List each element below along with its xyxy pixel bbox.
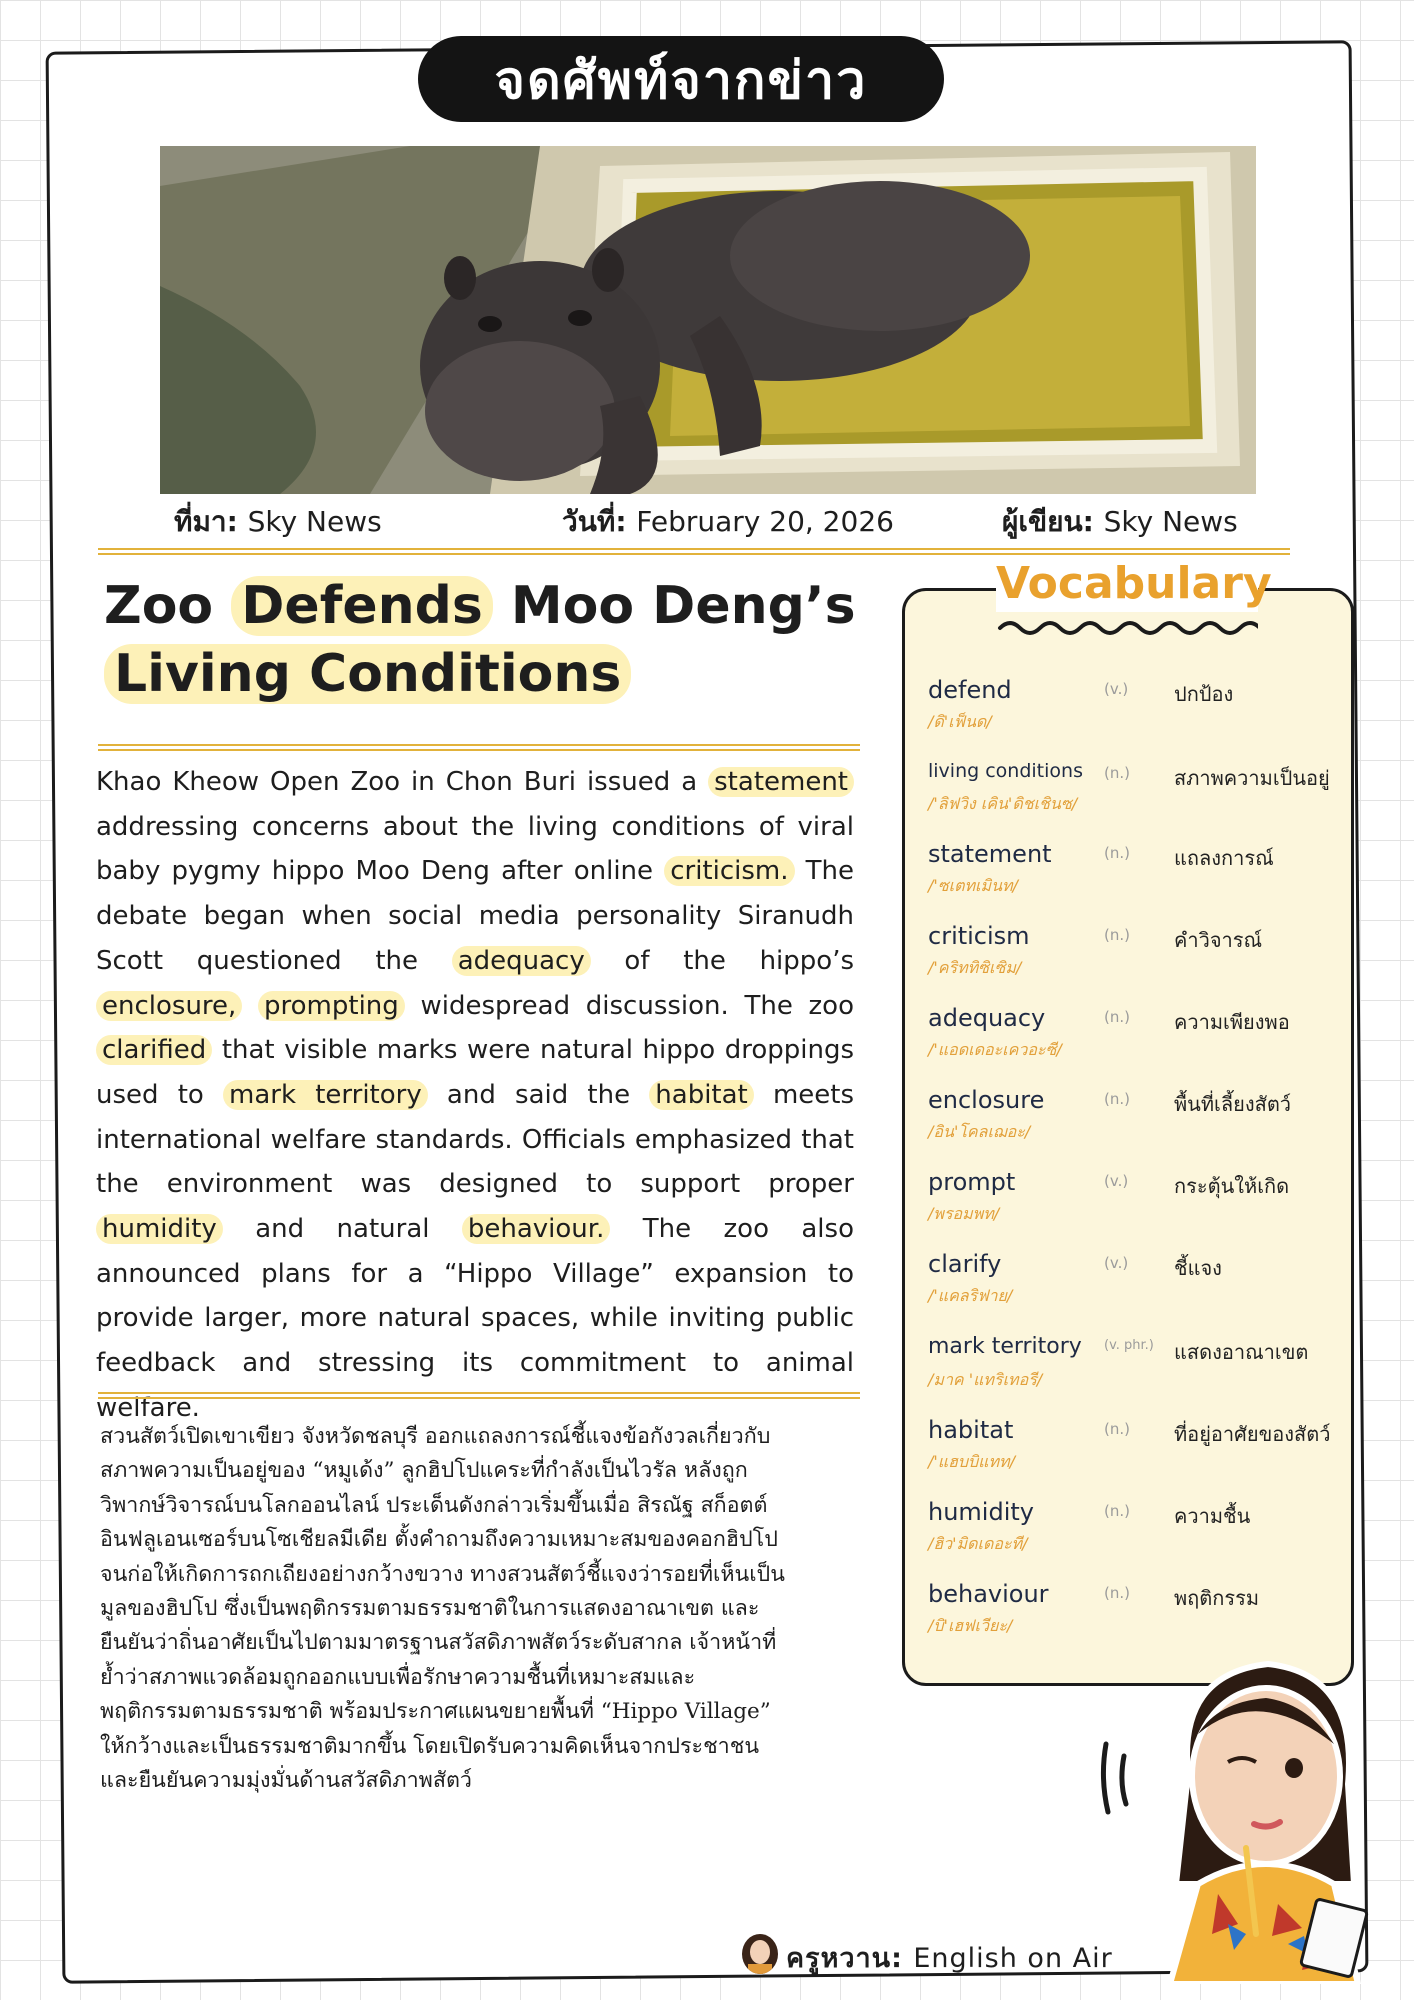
vocab-pronunciation: /อิน'โคลเฌอะ/ bbox=[928, 1122, 1031, 1141]
vocab-item bbox=[928, 1004, 1348, 1082]
squiggle-underline bbox=[996, 614, 1258, 638]
vocab-pos: (n.) bbox=[1104, 1502, 1130, 1520]
vocab-word: adequacy bbox=[928, 1004, 1046, 1032]
divider-article bbox=[98, 1392, 860, 1399]
vocab-pronunciation: /'ลิฟวิง เคิน'ดิชเชินซ/ bbox=[928, 794, 1078, 813]
vocab-pos: (n.) bbox=[1104, 1420, 1130, 1438]
vocab-pronunciation: /'แอดเดอะเควอะซี/ bbox=[928, 1040, 1062, 1059]
vocab-word: prompt bbox=[928, 1168, 1016, 1196]
article-text: that visible marks were natural hippo droppings used to bbox=[96, 1035, 854, 1110]
vocab-highlight: humidity bbox=[96, 1214, 223, 1244]
vocab-word: defend bbox=[928, 676, 1012, 704]
vocab-pos: (n.) bbox=[1104, 1090, 1130, 1108]
headline-part: Moo Deng’s bbox=[492, 576, 856, 636]
vocab-pos: (n.) bbox=[1104, 764, 1130, 782]
author-avatar bbox=[742, 1934, 778, 1974]
vocab-word: mark territory bbox=[928, 1334, 1082, 1359]
vocab-highlight: mark territory bbox=[223, 1080, 428, 1110]
vocab-pronunciation: /พรอมพท/ bbox=[928, 1204, 1000, 1223]
article-text: The zoo also announced plans for a “Hippo Village” expansion to provide larger, more natural spaces, while inviting public feedback and stressing its commitment to animal welfare. bbox=[96, 1214, 854, 1423]
vocab-thai: ที่อยู่อาศัยของสัตว์ bbox=[1174, 1422, 1331, 1446]
vocab-word: habitat bbox=[928, 1416, 1014, 1444]
footer-value: English on Air bbox=[913, 1943, 1113, 1974]
vocab-highlight: adequacy bbox=[452, 946, 591, 976]
article-headline bbox=[104, 572, 864, 708]
vocab-thai: ความชื้น bbox=[1174, 1504, 1251, 1528]
source-label: ที่มา: bbox=[174, 505, 238, 538]
emphasis-marks-icon bbox=[1098, 1738, 1138, 1818]
vocab-word: behaviour bbox=[928, 1580, 1049, 1608]
thai-line: สภาพความเป็นอยู่ของ “หมูเด้ง” ลูกฮิปโปแคระที่กำลังเป็นไวรัล หลังถูก bbox=[100, 1458, 748, 1484]
date-label: วันที่: bbox=[562, 505, 627, 538]
thai-line: จนก่อให้เกิดการถกเถียงอย่างกว้างขวาง ทางสวนสัตว์ชี้แจงว่ารอยที่เห็นเป็น bbox=[100, 1561, 785, 1587]
article-text: meets international welfare standards. Officials emphasized that the environment was designed to support proper bbox=[96, 1079, 854, 1200]
vocab-thai: คำวิจารณ์ bbox=[1174, 928, 1263, 952]
avatar-face-icon bbox=[742, 1934, 778, 1974]
vocab-highlight: behaviour. bbox=[462, 1214, 610, 1244]
vocab-thai: แถลงการณ์ bbox=[1174, 846, 1274, 870]
article-text: and natural bbox=[222, 1214, 462, 1245]
vocab-item bbox=[928, 1334, 1348, 1412]
thai-line: ย้ำว่าสภาพแวดล้อมถูกออกแบบเพื่อรักษาความชื้นที่เหมาะสมและ bbox=[100, 1664, 696, 1690]
vocab-thai: ความเพียงพอ bbox=[1174, 1010, 1290, 1034]
vocab-thai: กระตุ้นให้เกิด bbox=[1174, 1174, 1290, 1198]
vocab-item bbox=[928, 840, 1348, 918]
vocab-pronunciation: /'ซเตทเมินท/ bbox=[928, 876, 1018, 895]
author-label: ผู้เขียน: bbox=[1002, 505, 1094, 538]
vocab-pos: (n.) bbox=[1104, 926, 1130, 944]
vocab-pronunciation: /'แคลริฟาย/ bbox=[928, 1286, 1013, 1305]
vocab-word: clarify bbox=[928, 1250, 1002, 1278]
thai-line: และยืนยันความมุ่งมั่นด้านสวัสดิภาพสัตว์ bbox=[100, 1768, 472, 1794]
vocab-pronunciation: /ฮิว'มิดเดอะที/ bbox=[928, 1534, 1028, 1553]
headline-highlight: Living Conditions bbox=[104, 644, 631, 704]
thai-line: วิพากษ์วิจารณ์บนโลกออนไลน์ ประเด็นดังกล่าวเริ่มขึ้นเมื่อ สิรณัฐ สก็อตต์ bbox=[100, 1492, 768, 1518]
article-text: Khao Kheow Open Zoo in Chon Buri issued a bbox=[96, 767, 709, 797]
thai-line: อินฟลูเอนเซอร์บนโซเชียลมีเดีย ตั้งคำถามถึงความเหมาะสมของคอกฮิปโป bbox=[100, 1527, 778, 1553]
vocab-item bbox=[928, 1416, 1348, 1494]
vocab-pos: (v.) bbox=[1104, 680, 1129, 698]
vocab-thai: ปกป้อง bbox=[1174, 682, 1234, 706]
vocab-pos: (n.) bbox=[1104, 1008, 1130, 1026]
vocab-pos: (v.) bbox=[1104, 1254, 1129, 1272]
author-value: Sky News bbox=[1103, 505, 1238, 538]
article-text: of the hippo’s bbox=[590, 945, 854, 976]
vocab-item bbox=[928, 760, 1348, 838]
headline-part: Zoo bbox=[104, 576, 232, 636]
vocab-thai: ชี้แจง bbox=[1174, 1256, 1222, 1280]
article-body bbox=[96, 760, 854, 1431]
vocab-thai: พฤติกรรม bbox=[1174, 1586, 1260, 1610]
vocab-highlight: habitat bbox=[649, 1080, 753, 1110]
vocab-thai: พื้นที่เลี้ยงสัตว์ bbox=[1174, 1092, 1292, 1116]
author-meta bbox=[1002, 500, 1238, 544]
vocab-pos: (v.) bbox=[1104, 1172, 1129, 1190]
page-title: จดศัพท์จากข่าว bbox=[418, 36, 944, 122]
vocab-highlight: clarified bbox=[96, 1035, 212, 1065]
vocab-thai: สภาพความเป็นอยู่ bbox=[1174, 766, 1330, 790]
vocab-item bbox=[928, 676, 1348, 754]
article-text: addressing concerns about the living conditions of viral baby pygmy hippo Moo Deng after online bbox=[96, 811, 854, 887]
thai-line: มูลของฮิปโป ซึ่งเป็นพฤติกรรมตามธรรมชาติในการแสดงอาณาเขต และ bbox=[100, 1596, 760, 1622]
thai-line: ให้กว้างและเป็นธรรมชาติมากขึ้น โดยเปิดรับความคิดเห็นจากประชาชน bbox=[100, 1733, 760, 1759]
vocab-word: statement bbox=[928, 840, 1052, 868]
article-text: and said the bbox=[427, 1079, 650, 1110]
vocab-highlight: enclosure, bbox=[96, 991, 242, 1021]
vocab-item bbox=[928, 1086, 1348, 1164]
thai-line: สวนสัตว์เปิดเขาเขียว จังหวัดชลบุรี ออกแถลงการณ์ชี้แจงข้อกังวลเกี่ยวกับ bbox=[100, 1424, 771, 1449]
article-text: widespread discussion. The zoo bbox=[404, 990, 854, 1021]
vocabulary-title: Vocabulary bbox=[996, 556, 1258, 612]
date-meta bbox=[562, 500, 894, 544]
thai-line: พฤติกรรมตามธรรมชาติ พร้อมประกาศแผนขยายพื้นที่ “Hippo Village” bbox=[100, 1699, 771, 1725]
news-photo bbox=[160, 146, 1256, 494]
vocab-word: enclosure bbox=[928, 1086, 1045, 1114]
vocab-item bbox=[928, 1168, 1348, 1246]
vocab-item bbox=[928, 1250, 1348, 1328]
vocab-pos: (n.) bbox=[1104, 1584, 1130, 1602]
source-meta bbox=[174, 500, 382, 544]
thai-translation bbox=[100, 1420, 870, 1798]
vocab-pronunciation: /บิ'เฮฟเวียะ/ bbox=[928, 1616, 1013, 1635]
divider-top bbox=[98, 548, 1290, 555]
date-value: February 20, 2026 bbox=[636, 505, 894, 538]
footer-label: ครูหวาน: bbox=[786, 1943, 903, 1974]
vocab-pronunciation: /'คริททิซิเซิม/ bbox=[928, 958, 1022, 977]
vocab-pos: (v. phr.) bbox=[1104, 1338, 1154, 1353]
source-value: Sky News bbox=[247, 505, 382, 538]
thai-line: ยืนยันว่าถิ่นอาศัยเป็นไปตามมาตรฐานสวัสดิภาพสัตว์ระดับสากล เจ้าหน้าที่ bbox=[100, 1630, 777, 1656]
vocab-word: living conditions bbox=[928, 760, 1083, 782]
divider-headline bbox=[98, 744, 860, 751]
vocab-highlight: statement bbox=[708, 767, 854, 797]
vocab-item bbox=[928, 1498, 1348, 1576]
vocab-pronunciation: /'แฮบบิแทท/ bbox=[928, 1452, 1015, 1471]
vocab-highlight: prompting bbox=[258, 991, 405, 1021]
hippo-in-tub-illustration bbox=[160, 146, 1256, 494]
headline-highlight: Defends bbox=[231, 576, 493, 636]
article-text: The debate began when social media personality Siranudh Scott questioned the bbox=[96, 856, 855, 976]
footer-credit bbox=[786, 1936, 1113, 1979]
vocab-highlight: criticism. bbox=[664, 856, 794, 886]
vocab-word: criticism bbox=[928, 922, 1030, 950]
vocab-pos: (n.) bbox=[1104, 844, 1130, 862]
teacher-illustration bbox=[1158, 1644, 1370, 1984]
vocab-pronunciation: /ดิ'เฟ็นด/ bbox=[928, 712, 992, 731]
article-text bbox=[242, 991, 258, 1021]
vocab-item bbox=[928, 922, 1348, 1000]
vocab-thai: แสดงอาณาเขต bbox=[1174, 1340, 1309, 1364]
vocab-word: humidity bbox=[928, 1498, 1034, 1526]
vocab-pronunciation: /มาค 'แทริเทอรี/ bbox=[928, 1370, 1043, 1389]
